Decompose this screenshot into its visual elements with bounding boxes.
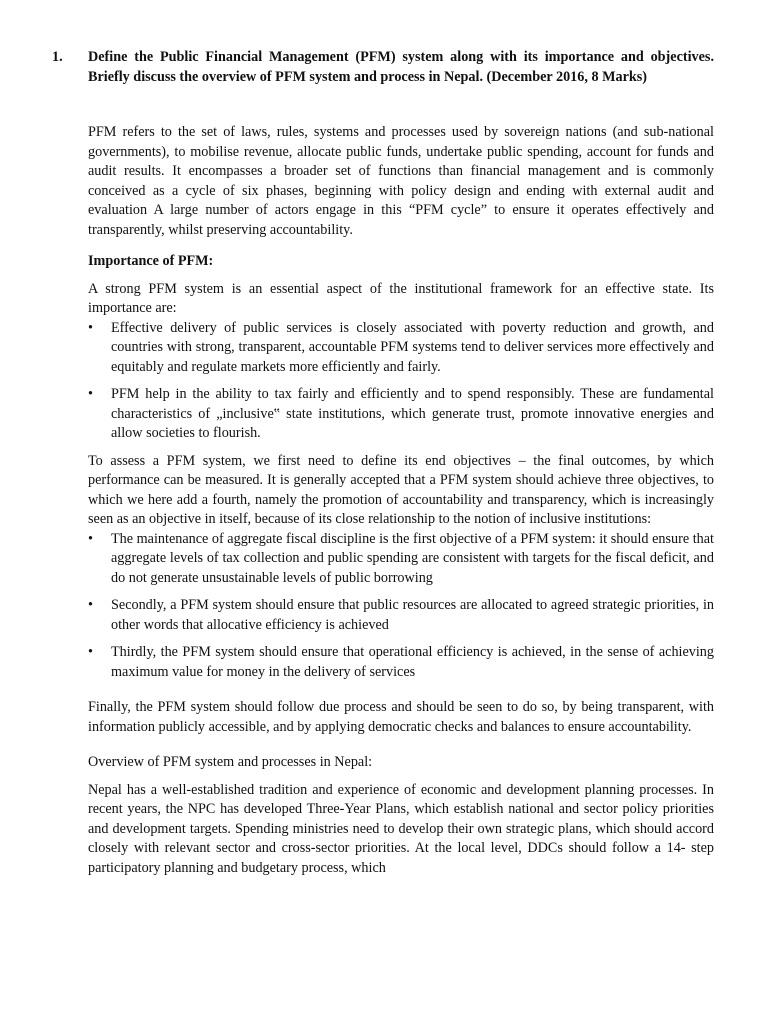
list-item	[88, 530, 714, 589]
question-block	[52, 48, 714, 87]
list-item	[88, 319, 714, 378]
list-item-text: The maintenance of aggregate fiscal discipline is the first objective of a PFM system: it should ensure that aggregate levels of tax collection and public spending are consistent with targets for the fiscal deficit, and do not generate unsustainable levels of public borrowing	[111, 530, 714, 586]
bullet-icon: •	[88, 597, 93, 613]
overview-heading: Overview of PFM system and processes in Nepal:	[88, 754, 373, 770]
answer-body	[88, 123, 714, 878]
question-text: Define the Public Financial Management (PFM) system along with its importance and objectives. Briefly discuss the overview of PFM system and process in Nepal. (December 2016, 8 Marks)	[88, 49, 714, 85]
list-item	[88, 596, 714, 635]
list-item	[88, 643, 714, 682]
objectives-list	[88, 530, 714, 683]
list-item-text: PFM help in the ability to tax fairly and efficiently and to spend responsibly. These are fundamental characteristics of „inclusive‟ state institutions, which generate trust, promote innovative energies and allow societies to flourish.	[111, 386, 714, 441]
list-item-text: Effective delivery of public services is closely associated with poverty reduction and growth, and countries with strong, transparent, accountable PFM systems tend to deliver services more effectively and equitably and regulate markets more efficiently and fairly.	[111, 319, 714, 375]
list-item-text: Secondly, a PFM system should ensure that public resources are allocated to agreed strategic priorities, in other words that allocative efficiency is achieved	[111, 597, 714, 633]
objectives-lead: To assess a PFM system, we first need to define its end objectives – the final outcomes, by which performance can be measured. It is generally accepted that a PFM system should achieve three objectives, to which we here add a fourth, namely the promotion of accountability and transparency, which is increasingly seen as an objective in itself, because of its close relationship to the notion of inclusive institutions:	[88, 452, 714, 527]
overview-paragraph: Nepal has a well-established tradition and experience of economic and development planning processes. In recent years, the NPC has developed Three-Year Plans, which establish national and sector policy priorities and development targets. Spending ministries need to develop their own strategic plans, which should accord closely with relevant sector and cross-sector priorities. At the local level, DDCs should follow a 14- step participatory planning and budgetary process, which	[88, 781, 714, 876]
intro-paragraph: PFM refers to the set of laws, rules, systems and processes used by sovereign nations (and sub-national governments), to mobilise revenue, allocate public funds, undertake public spending, account for funds and audit results. It encompasses a broader set of functions than financial management and is commonly conceived as a cycle of six phases, beginning with policy design and ending with external audit and evaluation A large number of actors engage in this “PFM cycle” to ensure it operates effectively and transparently, whilst preserving accountability.	[88, 124, 714, 238]
bullet-icon: •	[88, 386, 93, 402]
importance-list	[88, 319, 714, 444]
bullet-icon: •	[88, 530, 93, 547]
list-item	[88, 385, 714, 444]
importance-lead: A strong PFM system is an essential aspect of the institutional framework for an effective state. Its importance are:	[88, 280, 714, 316]
list-item-text: Thirdly, the PFM system should ensure that operational efficiency is achieved, in the sense of achieving maximum value for money in the delivery of services	[111, 644, 714, 680]
bullet-icon: •	[88, 319, 93, 336]
question-number: 1.	[52, 49, 63, 65]
bullet-icon: •	[88, 644, 93, 660]
objectives-closing: Finally, the PFM system should follow due process and should be seen to do so, by being transparent, with information publicly accessible, and by applying democratic checks and balances to ensure accountability.	[88, 699, 714, 735]
importance-heading: Importance of PFM:	[88, 253, 214, 269]
